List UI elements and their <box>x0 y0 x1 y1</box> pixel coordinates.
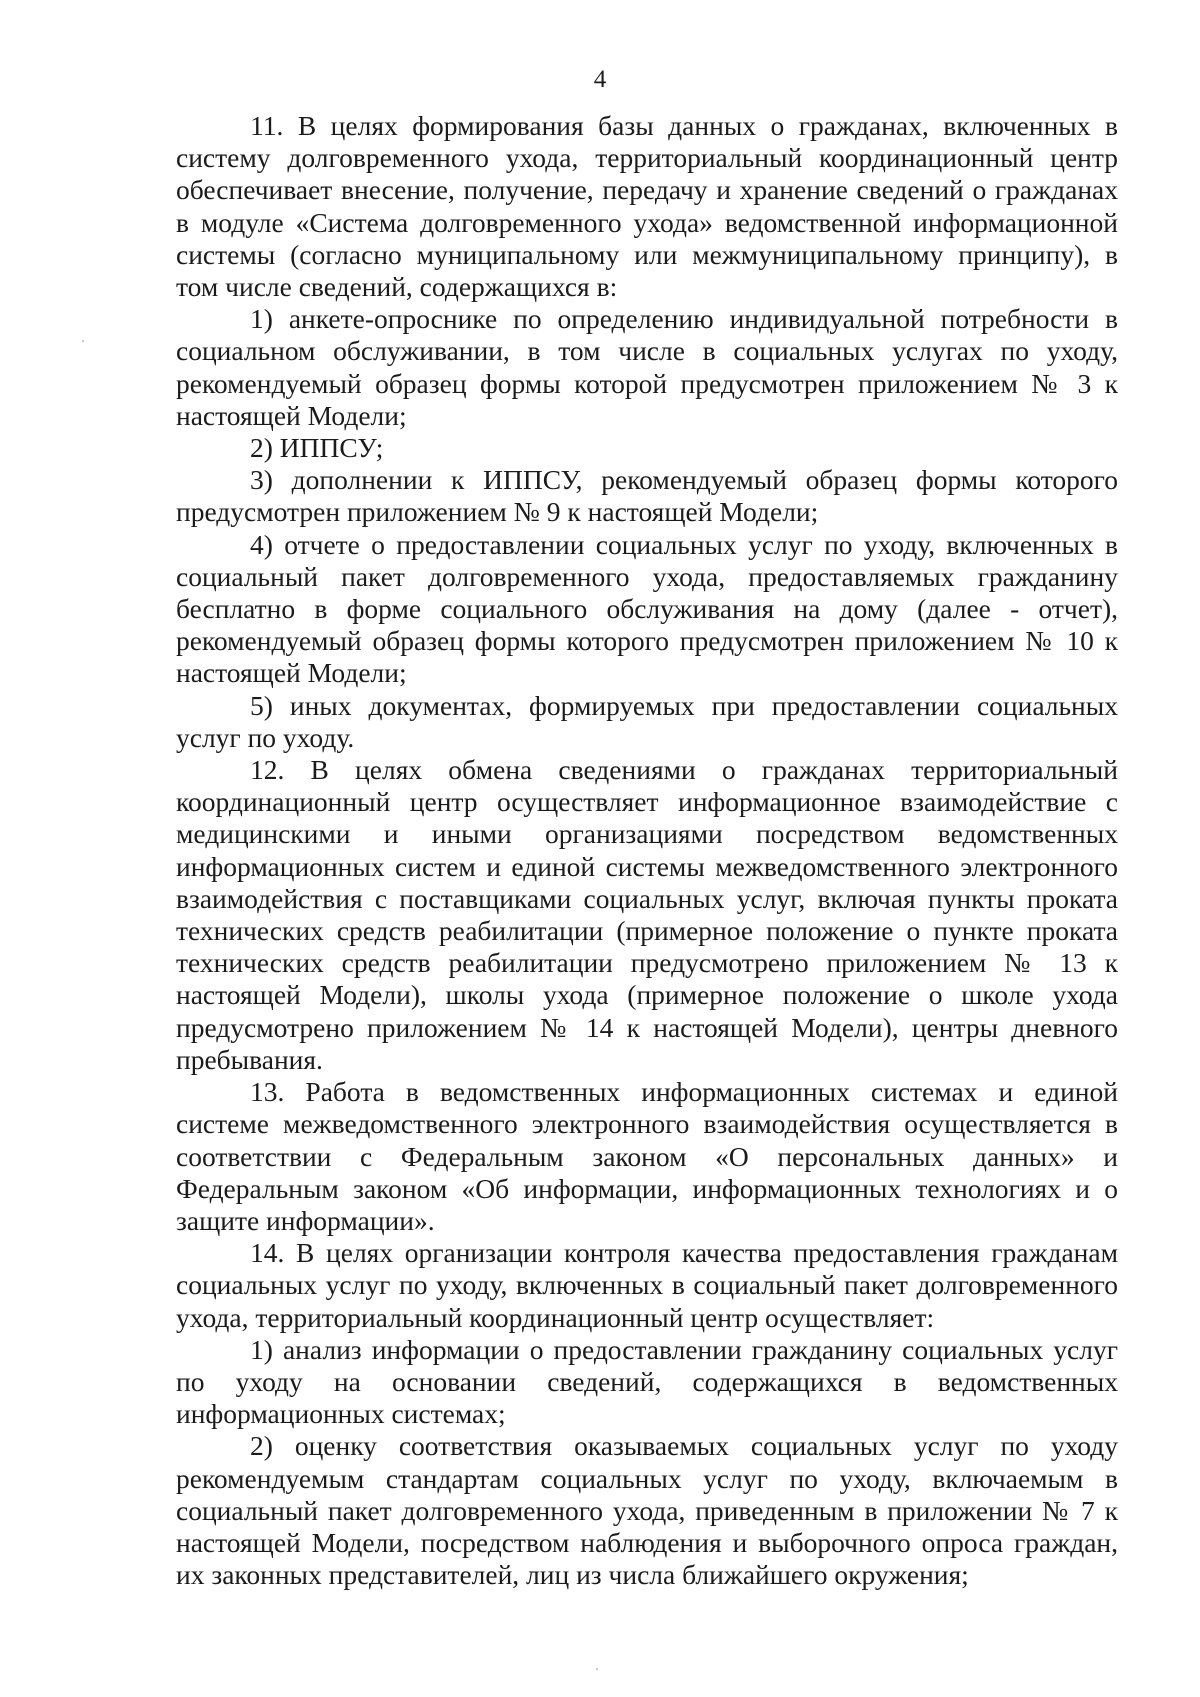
paragraph-14: 14. В целях организации контроля качества предоставления гражданам социальных услуг по уходу, включенных в социальный пакет долговременного ухода, территориальный координационный центр осуществляет: <box>176 1237 1118 1333</box>
paragraph-11-item-3: 3) дополнении к ИППСУ, рекомендуемый образец формы которого предусмотрен приложением № 9 к настоящей Модели; <box>176 464 1118 528</box>
paragraph-12: 12. В целях обмена сведениями о гражданах территориальный координационный центр осуществляет информационное взаимодействие с медицинскими и иными организациями посредством ведомственных информационных систем и единой системы межведомственного электронного взаимодействия с поставщиками социальных услуг, включая пункты проката технических средств реабилитации (примерное положение о пункте проката технических средств реабилитации предусмотрено приложением № 13 к настоящей Модели), школы ухода (примерное положение о школе ухода предусмотрено приложением № 14 к настоящей Модели), центры дневного пребывания. <box>176 754 1118 1075</box>
scan-speck <box>596 1668 598 1670</box>
paragraph-11-item-2: 2) ИППСУ; <box>250 432 384 464</box>
paragraph-11-item-1: 1) анкете-опроснике по определению индивидуальной потребности в социальном обслуживании, в том числе в социальных услугах по уходу, рекомендуемый образец формы которой предусмотрен приложением № 3 к настоящей Модели; <box>176 303 1118 431</box>
page-number: 4 <box>593 66 607 93</box>
paragraph-14-item-2: 2) оценку соответствия оказываемых социальных услуг по уходу рекомендуемым стандартам социальных услуг по уходу, включаемым в социальный пакет долговременного ухода, приведенным в приложении № 7 к настоящей Модели, посредством наблюдения и выборочного опроса граждан, их законных представителей, лиц из числа ближайшего окружения; <box>176 1430 1118 1591</box>
document-body <box>176 110 1118 1591</box>
paragraph-11-item-4: 4) отчете о предоставлении социальных услуг по уходу, включенных в социальный пакет долговременного ухода, предоставляемых гражданину бесплатно в форме социального обслуживания на дому (далее - отчет), рекомендуемый образец формы которого предусмотрен приложением № 10 к настоящей Модели; <box>176 528 1118 689</box>
scan-speck <box>82 340 84 342</box>
paragraph-14-item-1: 1) анализ информации о предоставлении гражданину социальных услуг по уходу на основании сведений, содержащихся в ведомственных информационных системах; <box>176 1333 1118 1430</box>
paragraph-13: 13. Работа в ведомственных информационных системах и единой системе межведомственного электронного взаимодействия осуществляется в соответствии с Федеральным законом «О персональных данных» и Федеральным законом «Об информации, информационных технологиях и о защите информации». <box>176 1076 1118 1236</box>
paragraph-11: 11. В целях формирования базы данных о гражданах, включенных в систему долговременного ухода, территориальный координационный центр обеспечивает внесение, получение, передачу и хранение сведений о гражданах в модуле «Система долговременного ухода» ведомственной информационной системы (согласно муниципальному или межмуниципальному принципу), в том числе сведений, содержащихся в: <box>176 110 1118 303</box>
paragraph-11-item-5: 5) иных документах, формируемых при предоставлении социальных услуг по уходу. <box>176 689 1118 753</box>
